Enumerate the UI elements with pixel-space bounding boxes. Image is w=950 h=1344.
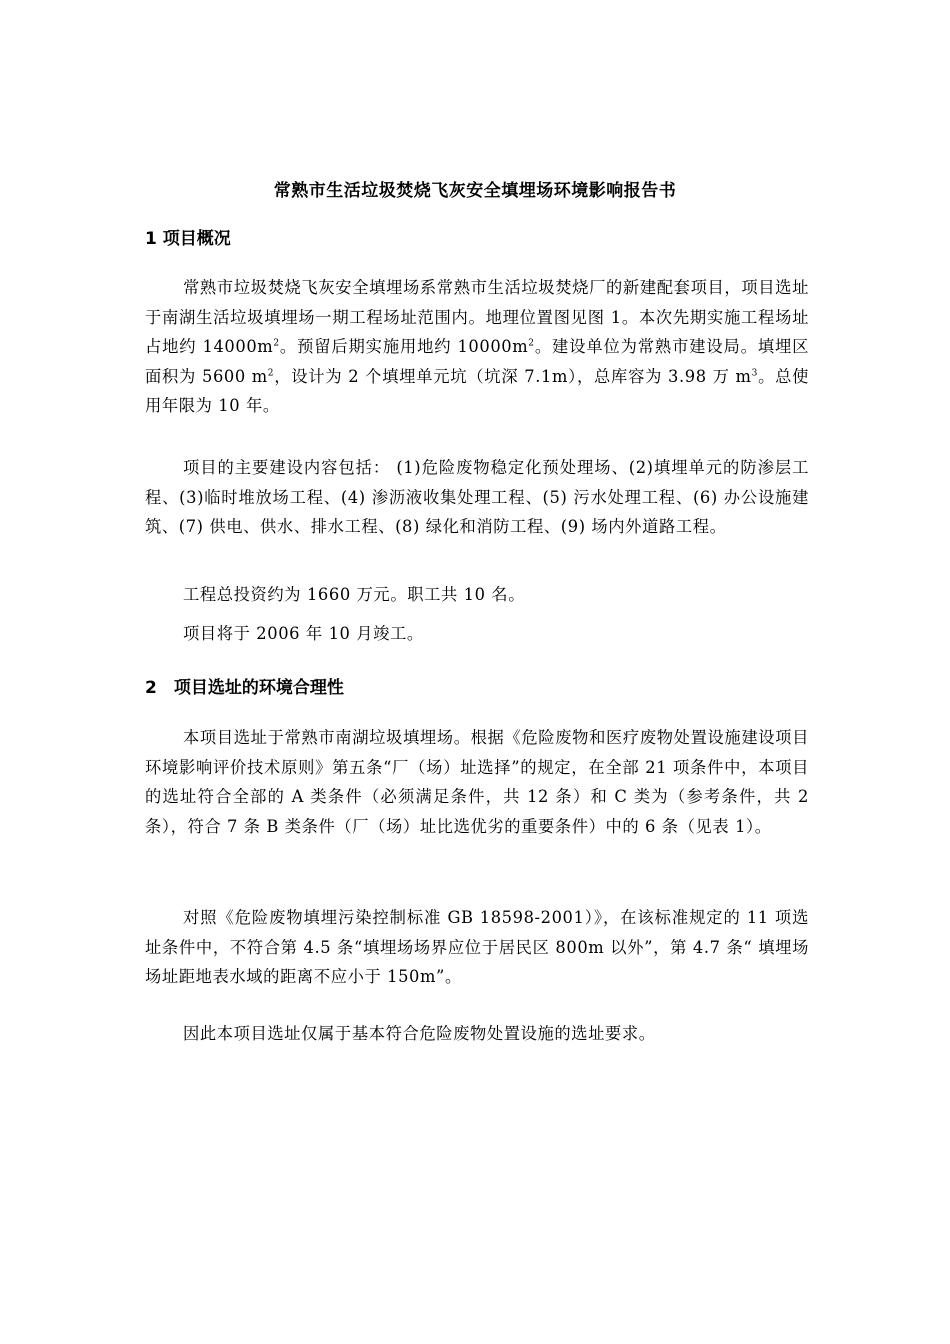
section-1-paragraph-1-text-c: 。建设单位为常熟市建设局。填埋区面积为 5600 m bbox=[145, 337, 810, 386]
section-1-paragraph-4: 项目将于 2006 年 10 月竣工。 bbox=[183, 624, 424, 643]
section-1-paragraph-1-text-d: ，设计为 2 个填埋单元坑（坑深 7.1m），总库容为 3.98 万 m bbox=[274, 366, 752, 386]
superscript: 2 bbox=[528, 338, 535, 349]
document-title: 常熟市生活垃圾焚烧飞灰安全填埋场环境影响报告书 bbox=[273, 181, 677, 201]
section-1-paragraph-1 bbox=[145, 273, 809, 421]
section-1-paragraph-1-text-a: 常熟市垃圾焚烧飞灰安全填埋场系常熟市生活垃圾焚烧厂的新建配套项目，项目选址于南湖生活垃圾填埋场一期工程场址范围内。地理位置图见图 1。本次先期实施工程场址占地约 14000m bbox=[145, 278, 809, 356]
superscript: 2 bbox=[273, 338, 280, 349]
section-1-paragraph-1-text-e: 。总使用年限为 10 年。 bbox=[145, 366, 809, 415]
superscript: 3 bbox=[751, 368, 758, 379]
section-2-paragraph-1: 本项目选址于常熟市南湖垃圾填埋场。根据《危险废物和医疗废物处置设施建设项目环境影响评价技术原则》第五条“厂（场）址选择”的规定，在全部 21 项条件中，本项目的选址符合全部的 A 类条件（必须满足条件，共 12 条）和 C 类为（参考条件，共 2 条），符合 7 条 B 类条件（厂（场）址比选优劣的重要条件）中的 6 条（见表 1）。 bbox=[145, 728, 809, 836]
section-1-heading: 1 项目概况 bbox=[145, 229, 231, 249]
section-1-paragraph-3: 工程总投资约为 1660 万元。职工共 10 名。 bbox=[183, 585, 526, 604]
section-1-paragraph-1-text-b: 。预留后期实施用地约 10000m bbox=[279, 337, 529, 356]
superscript: 2 bbox=[267, 368, 275, 379]
section-1-paragraph-2: 项目的主要建设内容包括： (1)危险废物稳定化预处理场、(2)填埋单元的防渗层工程、(3)临时堆放场工程、(4) 渗沥液收集处理工程、(5) 污水处理工程、(6) 办公设施建筑、(7) 供电、供水、排水工程、(8) 绿化和消防工程、(9) 场内外道路工程。 bbox=[145, 458, 809, 536]
section-2-paragraph-2: 对照《危险废物填埋污染控制标准 GB 18598-2001）》，在该标准规定的 11 项选址条件中，不符合第 4.5 条“填埋场场界应位于居民区 800m 以外”，第 4.7 条“ 填埋场场址距地表水域的距离不应小于 150m”。 bbox=[145, 908, 809, 986]
section-2-heading: 2 项目选址的环境合理性 bbox=[145, 678, 344, 698]
section-2-paragraph-3: 因此本项目选址仅属于基本符合危险废物处置设施的选址要求。 bbox=[183, 1024, 656, 1043]
